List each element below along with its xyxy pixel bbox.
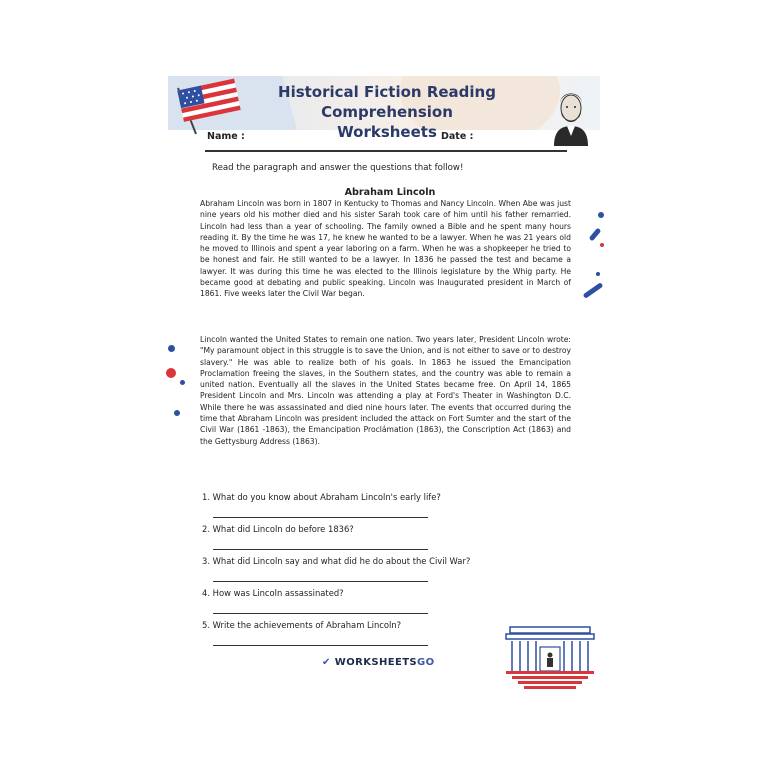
instructions-text: Read the paragraph and answer the questions that follow! bbox=[212, 163, 464, 173]
question-3: 3. What did Lincoln say and what did he do about the Civil War? bbox=[202, 556, 471, 566]
logo-text-main: WORKSHEETS bbox=[334, 657, 418, 668]
question-4: 4. How was Lincoln assassinated? bbox=[202, 588, 344, 598]
header-divider bbox=[205, 150, 567, 152]
decorative-dot bbox=[168, 345, 175, 352]
answer-line[interactable] bbox=[213, 645, 428, 646]
question-5: 5. Write the achievements of Abraham Lincoln? bbox=[202, 620, 402, 630]
answer-line[interactable] bbox=[213, 549, 428, 550]
passage-paragraph-2: Lincoln wanted the United States to remain one nation. Two years later, President Lincoln wrote: "My paramount object in this struggle is to save the Union, and is not either to save or to destroy slavery." He was able to realize both of his goals. In 1863 he issued the Emancipation Proclamation freeing the slaves, in the Southern states, and the country was able to remain a united nation. Eventually all the slaves in the United States became free. On April 14, 1865 President Lincoln and Mrs. Lincoln was attending a play at Ford's Theater in Washington D.C. While there he was assassinated and died nine hours later. The events that occurred during the time that Abraham Lincoln was president included the attack on Fort Sumter and the start of the Civil War (1861 -1863), the Emancipation Proclámation (1863), the Conscription Act (1863) and the Gettysburg Address (1863). bbox=[200, 335, 571, 446]
passage-title: Abraham Lincoln bbox=[344, 187, 436, 198]
decorative-dot bbox=[174, 410, 180, 416]
decorative-dot bbox=[166, 368, 176, 378]
name-label: Name : bbox=[207, 131, 245, 142]
question-1: 1. What do you know about Abraham Lincoln's early life? bbox=[202, 492, 441, 502]
decorative-dot bbox=[600, 243, 604, 247]
answer-line[interactable] bbox=[213, 581, 428, 582]
question-2: 2. What did Lincoln do before 1836? bbox=[202, 524, 354, 534]
decorative-dot bbox=[596, 272, 600, 276]
title-line-2: Worksheets bbox=[337, 123, 437, 141]
worksheet-title bbox=[222, 82, 552, 142]
memorial-building-icon bbox=[502, 625, 598, 691]
date-label: Date : bbox=[441, 131, 474, 142]
passage-paragraph-1: Abraham Lincoln was born in 1807 in Kentucky to Thomas and Nancy Lincoln. When Abe was just nine years old his mother died and his sister Sarah took care of him until his father remarried. Lincoln had less than a year of schooling. The family owned a Bible and he spent many hours reading it. By the time he was 17, he knew he wanted to be a lawyer. When he was 21 years old he moved to Illinois and spent a year laboring on a farm. When he was a shopkeeper he tried to be honest and fair. He still wanted to be a lawyer. In 1836 he passed the test and became a lawyer. It was during this time he was elected to the Illinois legislature by the Whig party. He became good at debating and public speaking. Lincoln was Inaugurated president in March of 1861. Five weeks later the Civil War began. bbox=[200, 199, 571, 299]
answer-line[interactable] bbox=[213, 517, 428, 518]
lincoln-portrait-icon bbox=[548, 82, 594, 146]
logo-text-go: GO bbox=[417, 657, 435, 668]
decorative-dot bbox=[180, 380, 185, 385]
worksheetsgo-logo bbox=[322, 657, 435, 668]
title-line-1: Historical Fiction Reading Comprehension bbox=[278, 83, 496, 121]
worksheetsgo-logo-icon: ✔ bbox=[322, 657, 331, 668]
decorative-dot bbox=[598, 212, 604, 218]
answer-line[interactable] bbox=[213, 613, 428, 614]
